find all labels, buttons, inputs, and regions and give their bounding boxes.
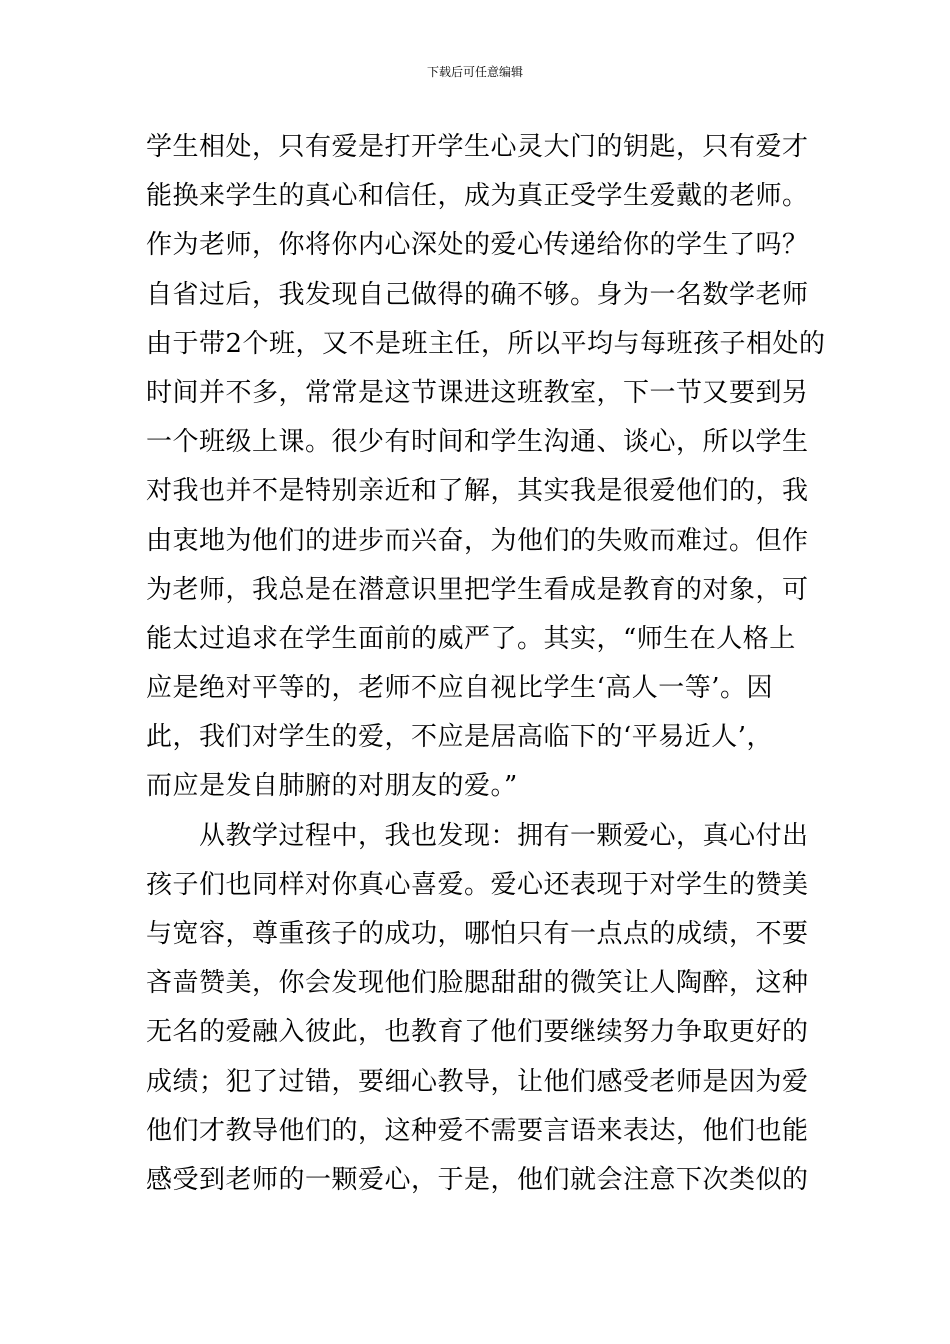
text-line: 从教学过程中，我也发现：拥有一颗爱心，真心付出: [146, 820, 809, 851]
text-line: 能换来学生的真心和信任，成为真正受学生爱戴的老师。: [146, 181, 809, 212]
text-line: 由衷地为他们的进步而兴奋，为他们的失败而难过。但作: [146, 525, 809, 556]
text-line: 学生相处，只有爱是打开学生心灵大门的钥匙，只有爱才: [146, 132, 809, 162]
text-line: 应是绝对平等的，老师不应自视比学生‘高人一等’。因: [146, 673, 774, 704]
document-body: [146, 123, 826, 1205]
text-line: 由于带2个班，又不是班主任，所以平均与每班孩子相处的: [146, 328, 826, 359]
text-line: 此，我们对学生的爱，不应是居高临下的‘平易近人’，: [146, 722, 774, 753]
text-line: 时间并不多，常常是这节课进这班教室，下一节又要到另: [146, 377, 809, 408]
text-line: 孩子们也同样对你真心喜爱。爱心还表现于对学生的赞美: [146, 869, 809, 900]
text-line: 自省过后，我发现自己做得的确不够。身为一名数学老师: [146, 279, 809, 310]
text-line: 感受到老师的一颗爱心，于是，他们就会注意下次类似的: [146, 1164, 809, 1195]
text-line: 一个班级上课。很少有时间和学生沟通、谈心，所以学生: [146, 427, 809, 458]
text-line: 作为老师，你将你内心深处的爱心传递给你的学生了吗？: [146, 230, 809, 261]
text-line: 吝啬赞美，你会发现他们脸腮甜甜的微笑让人陶醉，这种: [146, 968, 809, 999]
text-line: 与宽容，尊重孩子的成功，哪怕只有一点点的成绩，不要: [146, 919, 809, 949]
text-line: 能太过追求在学生面前的威严了。其实，“师生在人格上: [146, 623, 796, 654]
page-header: 下载后可任意编辑: [426, 65, 523, 79]
text-line: 为老师，我总是在潜意识里把学生看成是教育的对象，可: [146, 574, 809, 605]
text-line: 而应是发自肺腑的对朋友的爱。”: [146, 771, 518, 802]
text-line: 无名的爱融入彼此，也教育了他们要继续努力争取更好的: [146, 1017, 809, 1048]
text-line: 成绩；犯了过错，要细心教导，让他们感受老师是因为爱: [146, 1066, 809, 1097]
text-line: 他们才教导他们的，这种爱不需要言语来表达，他们也能: [146, 1115, 809, 1146]
text-line: 对我也并不是特别亲近和了解，其实我是很爱他们的，我: [146, 476, 809, 507]
